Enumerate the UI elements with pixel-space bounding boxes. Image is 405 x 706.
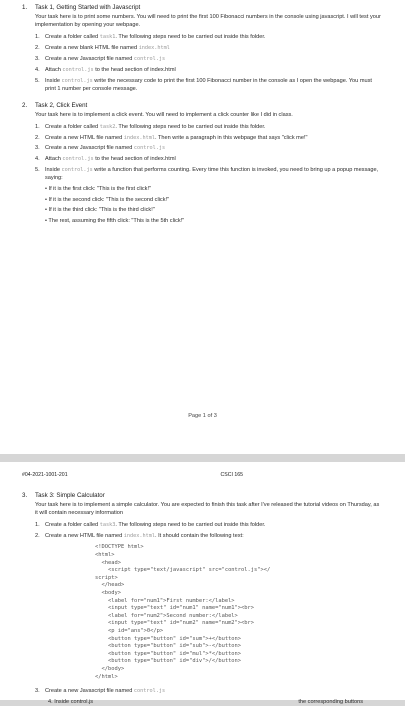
bullet-list: [45, 185, 383, 225]
step-item: [35, 166, 383, 182]
section-title: Task 1, Getting Started with Javascript: [35, 4, 141, 11]
step-code-filename: control.js: [133, 56, 166, 62]
step-text-pre: Inside: [45, 77, 62, 84]
code-line: <script type="text/javascript" src="control.js"></: [95, 567, 271, 574]
code-line: script>: [95, 574, 118, 581]
step-text: [45, 155, 383, 163]
step-text: [45, 66, 383, 74]
step-text-post: . It should contain the following text:: [155, 533, 244, 540]
step-text-pre: Create a new blank HTML file named: [45, 45, 139, 52]
cut-line-left: 4. Inside control.js: [48, 698, 94, 705]
code-line: <input type="text" id="num1" name="num1"><br>: [95, 605, 255, 612]
bullet-item: • If it is the first click: "This is the first click!": [45, 185, 383, 193]
code-line: <button type="button" id="sum">+</button>: [95, 635, 242, 642]
section-intro: Your task here is to implement a simple calculator. You are expected to finish this task after I've released the tutorial videos on Thursday, as it will contain necessary information: [35, 502, 380, 517]
step-number: 5.: [35, 166, 40, 173]
step-text: [45, 687, 383, 695]
step-text-post: . The following steps need to be carried out inside this folder.: [115, 34, 266, 41]
step-text: [45, 134, 383, 142]
section-heading: [22, 492, 383, 499]
step-text-pre: Create a new Javascript file named: [45, 688, 134, 695]
step-text: [45, 77, 383, 93]
step-text-post: . The following steps need to be carried out inside this folder.: [115, 522, 266, 529]
step-code-filename: task3: [99, 522, 116, 529]
section-intro: Your task here is to print some numbers. You will need to print the first 100 Fibonacci numbers in the console using javascript. I will test your implementation by opening your webpage.: [35, 14, 381, 29]
cut-line-right: the corresponding buttons: [298, 698, 363, 705]
code-line: </head>: [95, 582, 125, 589]
step-text-post: . Then write a paragraph in this webpage that says "click me!": [155, 134, 308, 141]
step-item: [35, 155, 383, 163]
step-text-pre: Create a new Javascript file named: [45, 145, 134, 152]
step-number: 1.: [35, 123, 40, 130]
code-line: <button type="button" id="div">/</button>: [95, 658, 242, 665]
bullet-item: • The rest, assuming the fifth click: "This is the 5th click!": [45, 217, 383, 225]
step-code-filename: index.html: [123, 533, 155, 540]
step-code-filename: control.js: [62, 156, 94, 163]
step-item: [35, 33, 383, 41]
step-item: [35, 123, 383, 131]
step-item: [35, 134, 383, 142]
code-line: <!DOCTYPE html>: [95, 544, 144, 551]
code-line: <body>: [95, 589, 121, 596]
step-text-post: write a function that performs counting. Every time this function is invoked, you need to bring up a popup message, saying:: [45, 166, 379, 182]
step-item: [35, 687, 383, 695]
html-code-block: [95, 544, 383, 681]
code-line: <label for="num1">First number:</label>: [95, 597, 235, 604]
step-code-filename: control.js: [133, 688, 166, 695]
step-text: [45, 55, 383, 63]
step-text-post: write the necessary code to print the first 100 Fibonacci number in the console as I open the webpage. You must print 1 number per console message.: [45, 77, 372, 92]
section-number: 1.: [22, 4, 28, 11]
step-text-pre: Create a new HTML file named: [45, 533, 124, 540]
step-text-pre: Create a new Javascript file named: [45, 56, 134, 62]
section-heading: [22, 102, 383, 109]
step-text-pre: Create a folder called: [45, 34, 100, 41]
step-number: 1.: [35, 522, 40, 529]
step-code-filename: control.js: [62, 66, 94, 73]
step-code-filename: control.js: [61, 77, 93, 84]
section-number: 2.: [22, 101, 28, 109]
step-number: 4.: [35, 66, 40, 73]
step-number: 4.: [35, 156, 40, 163]
step-item: [35, 532, 383, 540]
step-text: [45, 532, 383, 540]
step-text: [45, 144, 383, 152]
step-text-pre: Create a folder called: [45, 522, 100, 529]
step-text-pre: Create a folder called: [45, 123, 100, 130]
step-number: 5.: [35, 77, 40, 84]
step-number: 2.: [35, 45, 40, 52]
page-number: Page 1 of 3: [188, 413, 217, 419]
code-line: <input type="text" id="num2" name="num2"><br>: [95, 620, 255, 627]
code-line: </html>: [95, 673, 118, 680]
section-heading: [22, 4, 383, 11]
step-item: [35, 77, 383, 93]
step-code-filename: control.js: [133, 145, 166, 152]
step-item: [35, 44, 383, 52]
code-line: <p id="ans">0</p>: [95, 627, 164, 634]
step-text: [45, 33, 383, 41]
code-line: <button type="button" id="sub">-</button>: [95, 643, 242, 650]
section-title: Task 2, Click Event: [35, 101, 88, 109]
step-text: [45, 521, 383, 529]
step-text: [45, 166, 383, 182]
code-line: <button type="button" id="mul">*</button>: [95, 650, 242, 657]
step-item: [35, 66, 383, 74]
steps-list: [35, 687, 383, 695]
steps-list: [35, 521, 383, 540]
code-line: </body>: [95, 665, 125, 672]
step-item: [35, 144, 383, 152]
step-text-pre: Create a new HTML file named: [45, 134, 124, 141]
step-text-pre: Inside: [45, 166, 62, 173]
code-line: <label for="num2">Second number:</label>: [95, 612, 238, 619]
step-code-filename: index.html: [123, 134, 155, 141]
section-intro: Your task here is to implement a click event. You will need to implement a click counter like I did in class.: [35, 111, 293, 118]
step-text-post: . The following steps need to be carried out inside this folder.: [115, 123, 266, 130]
cut-off-line: [22, 698, 383, 706]
step-code-filename: control.js: [61, 166, 93, 173]
section-title: Task 3: Simple Calculator: [35, 492, 105, 499]
steps-list: [35, 33, 383, 93]
code-line: <head>: [95, 559, 121, 566]
step-number: 3.: [35, 56, 40, 62]
step-code-filename: index.html: [138, 45, 170, 52]
code-line: <html>: [95, 552, 115, 558]
step-code-filename: task1: [99, 34, 116, 41]
step-item: [35, 55, 383, 63]
step-number: 1.: [35, 34, 40, 41]
step-number: 2.: [35, 533, 40, 540]
step-text-post: to the head section of index.html: [93, 66, 176, 73]
step-number: 3.: [35, 145, 40, 152]
step-number: 3.: [35, 688, 40, 695]
step-text: [45, 123, 383, 131]
step-text-pre: Attach: [45, 66, 63, 73]
bullet-item: • If it is the second click: "This is the second click!": [45, 196, 383, 204]
step-number: 2.: [35, 134, 40, 141]
section-number: 3.: [22, 492, 28, 499]
page-header: [22, 472, 383, 478]
course-code-left: #04-2021-1001-201: [22, 472, 68, 478]
document-page-2: [0, 462, 405, 705]
step-text: [45, 44, 383, 52]
step-text-pre: Attach: [45, 156, 63, 163]
step-code-filename: task2: [99, 123, 116, 130]
step-text-post: to the head section of index.html: [93, 156, 176, 163]
course-code-right: CSCI 165: [220, 472, 243, 478]
step-item: [35, 521, 383, 529]
steps-list: [35, 123, 383, 183]
bullet-item: • If it is the third click: "This is the third click!": [45, 206, 383, 214]
